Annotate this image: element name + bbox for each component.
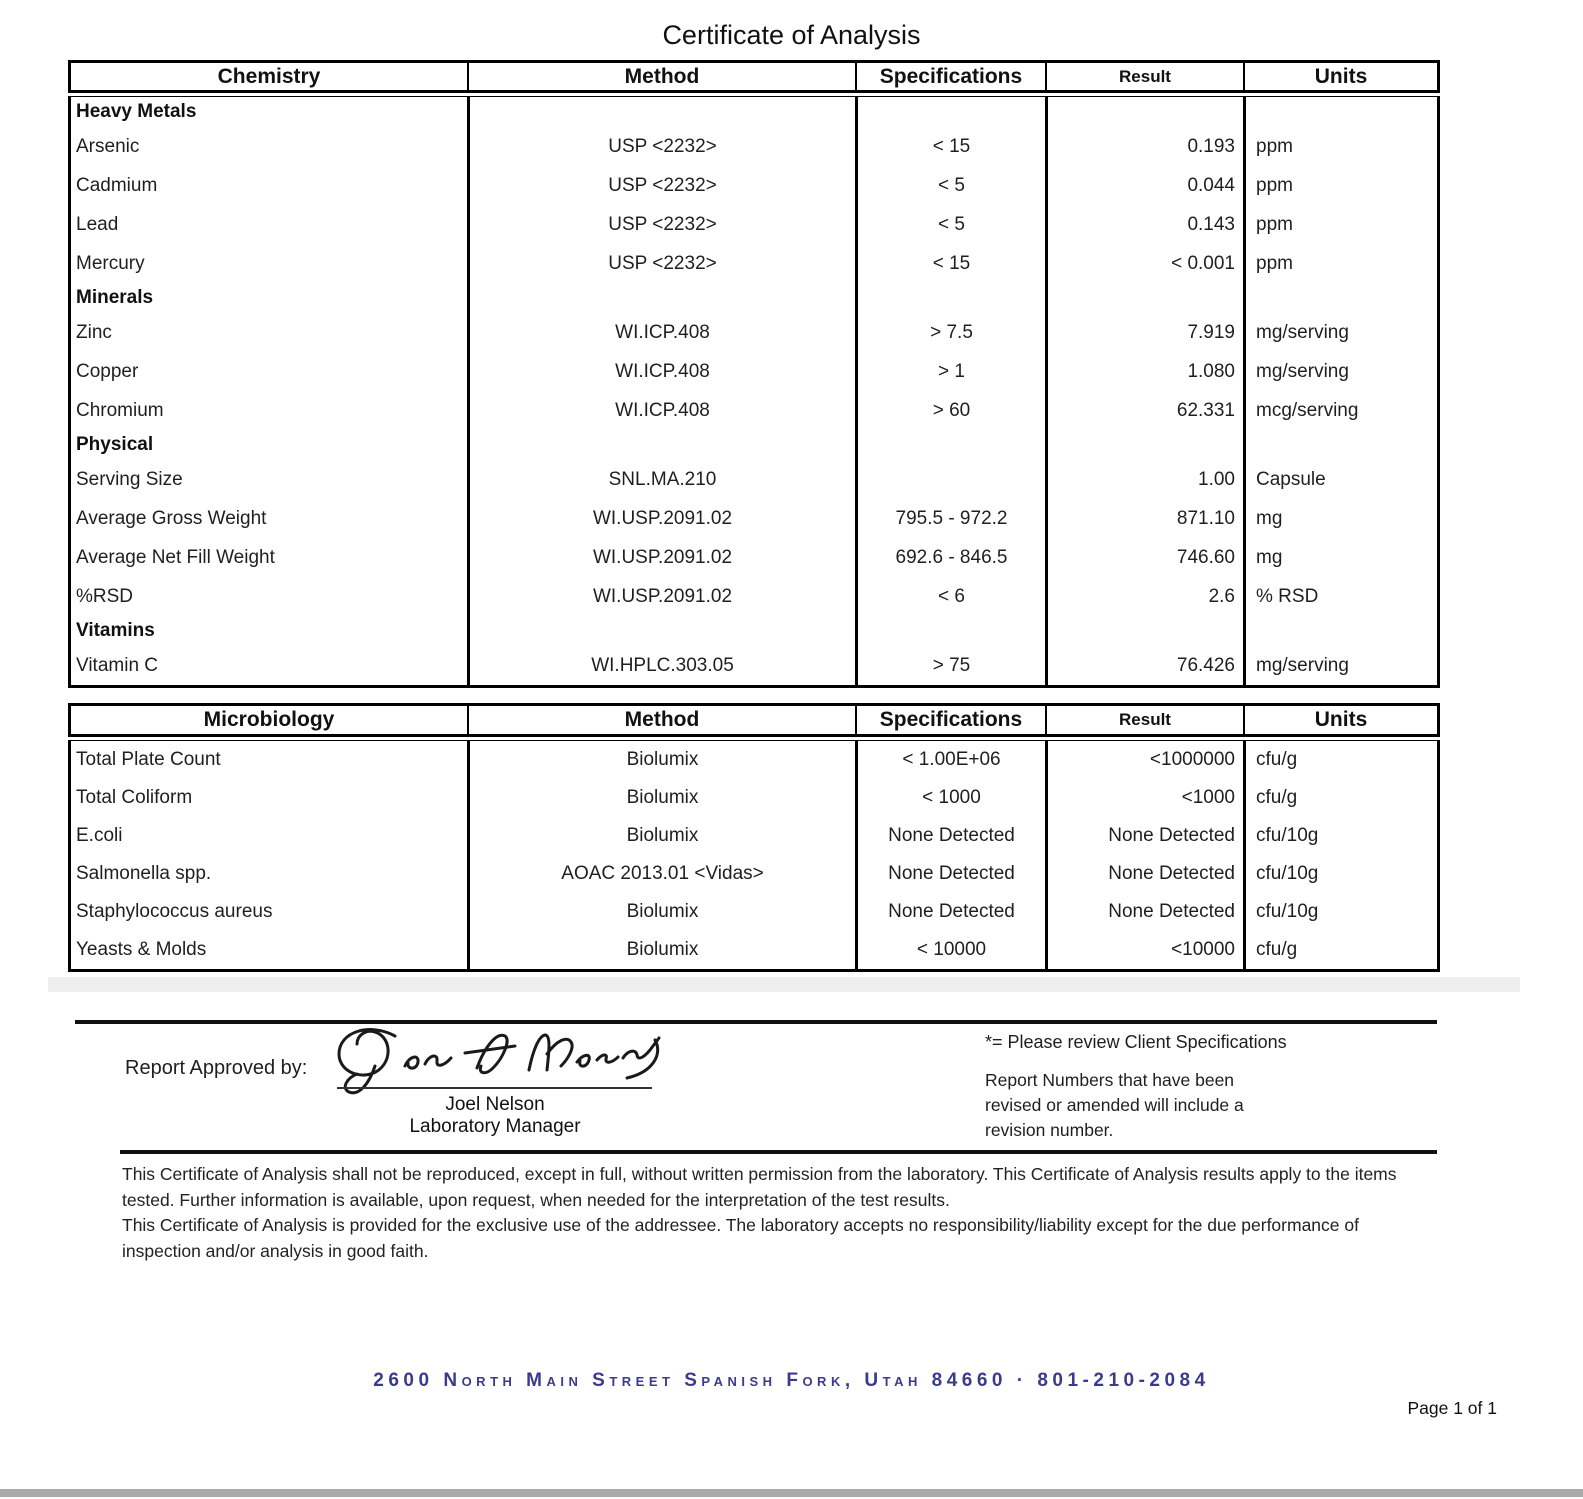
spec-cell: 795.5 - 972.2 bbox=[855, 499, 1045, 538]
section-row bbox=[71, 616, 1437, 646]
result-cell: 0.044 bbox=[1045, 166, 1243, 205]
units-cell: mg/serving bbox=[1243, 313, 1437, 352]
table-row bbox=[71, 205, 1437, 244]
signer-identity bbox=[330, 1094, 660, 1138]
table-row bbox=[71, 313, 1437, 352]
units-cell bbox=[1243, 430, 1437, 460]
units-cell: Capsule bbox=[1243, 460, 1437, 499]
units-cell: mg/serving bbox=[1243, 352, 1437, 391]
signature-line bbox=[337, 1087, 652, 1089]
microbiology-column-header: Microbiology bbox=[203, 708, 335, 731]
analyte-label: Copper bbox=[76, 360, 139, 382]
lab-address: 2600 North Main Street Spanish Fork, Utah 84660 · 801-210-2084 bbox=[373, 1370, 1210, 1391]
spec-cell: < 6 bbox=[855, 577, 1045, 616]
units-cell: ppm bbox=[1243, 166, 1437, 205]
analyte-label: Staphylococcus aureus bbox=[76, 901, 273, 922]
method-column-header: Method bbox=[467, 706, 855, 734]
method-cell: Biolumix bbox=[467, 817, 855, 855]
units-cell: cfu/10g bbox=[1243, 817, 1437, 855]
method-cell: Biolumix bbox=[467, 741, 855, 779]
spec-cell: < 5 bbox=[855, 205, 1045, 244]
table-row bbox=[71, 499, 1437, 538]
specifications-column-header: Specifications bbox=[855, 63, 1045, 90]
method-cell: AOAC 2013.01 <Vidas> bbox=[467, 855, 855, 893]
disclaimer-paragraph-2: This Certificate of Analysis is provided for the exclusive use of the addressee. The laboratory accepts no responsibility/liability except for the due performance of inspection and/or analysis in good faith. bbox=[122, 1215, 1359, 1261]
disclaimer-paragraph-1: This Certificate of Analysis shall not be reproduced, except in full, without written permission from the laboratory. This Certificate of Analysis results apply to the items tested. Further information is available, upon request, when needed for the interpretation of the test results. bbox=[122, 1164, 1397, 1210]
result-cell: <1000000 bbox=[1045, 741, 1243, 779]
result-cell: 1.080 bbox=[1045, 352, 1243, 391]
chemistry-table-body bbox=[68, 96, 1440, 688]
method-column-header: Method bbox=[467, 63, 855, 90]
chemistry-column-header: Chemistry bbox=[217, 64, 321, 88]
units-cell: mg bbox=[1243, 499, 1437, 538]
table-row bbox=[71, 166, 1437, 205]
units-cell bbox=[1243, 616, 1437, 646]
signer-name: Joel Nelson bbox=[445, 1094, 545, 1115]
section-row bbox=[71, 283, 1437, 313]
result-cell: 7.919 bbox=[1045, 313, 1243, 352]
report-approved-by-label: Report Approved by: bbox=[125, 1057, 308, 1079]
result-cell bbox=[1045, 283, 1243, 313]
analyte-label: Vitamin C bbox=[76, 654, 159, 676]
spec-cell: None Detected bbox=[855, 817, 1045, 855]
method-cell: USP <2232> bbox=[467, 166, 855, 205]
section-label: Minerals bbox=[76, 287, 154, 308]
method-cell: WI.ICP.408 bbox=[467, 352, 855, 391]
units-cell: mg/serving bbox=[1243, 646, 1437, 685]
table-row bbox=[71, 855, 1437, 893]
analyte-label: Zinc bbox=[76, 321, 112, 343]
method-cell: SNL.MA.210 bbox=[467, 460, 855, 499]
spec-cell: < 1.00E+06 bbox=[855, 741, 1045, 779]
table-row bbox=[71, 893, 1437, 931]
analyte-label: Average Gross Weight bbox=[76, 507, 267, 529]
result-cell: None Detected bbox=[1045, 893, 1243, 931]
method-cell: WI.USP.2091.02 bbox=[467, 538, 855, 577]
spec-cell: None Detected bbox=[855, 855, 1045, 893]
method-cell: WI.HPLC.303.05 bbox=[467, 646, 855, 685]
spec-cell: > 60 bbox=[855, 391, 1045, 430]
result-cell: 1.00 bbox=[1045, 460, 1243, 499]
method-cell: WI.USP.2091.02 bbox=[467, 577, 855, 616]
section-row bbox=[71, 97, 1437, 127]
analyte-label: %RSD bbox=[76, 585, 134, 607]
method-cell: Biolumix bbox=[467, 931, 855, 969]
units-cell: cfu/g bbox=[1243, 779, 1437, 817]
table-row bbox=[71, 244, 1437, 283]
client-specifications-note: *= Please review Client Specifications bbox=[985, 1032, 1287, 1052]
units-cell bbox=[1243, 283, 1437, 313]
section-row bbox=[71, 430, 1437, 460]
units-cell: cfu/g bbox=[1243, 741, 1437, 779]
spec-cell: 692.6 - 846.5 bbox=[855, 538, 1045, 577]
spec-cell bbox=[855, 460, 1045, 499]
approval-divider-rule bbox=[75, 1020, 1437, 1024]
result-cell bbox=[1045, 616, 1243, 646]
table-row bbox=[71, 352, 1437, 391]
result-column-header: Result bbox=[1045, 706, 1243, 734]
spec-cell bbox=[855, 430, 1045, 460]
method-cell: USP <2232> bbox=[467, 127, 855, 166]
analyte-label: Chromium bbox=[76, 399, 164, 421]
result-cell: 0.193 bbox=[1045, 127, 1243, 166]
microbiology-table-body bbox=[68, 740, 1440, 972]
table-row bbox=[71, 646, 1437, 685]
revision-note: Report Numbers that have been revised or amended will include a revision number. bbox=[985, 1070, 1244, 1140]
analyte-label: Serving Size bbox=[76, 468, 183, 490]
result-cell: 62.331 bbox=[1045, 391, 1243, 430]
method-cell bbox=[467, 283, 855, 313]
section-label: Physical bbox=[76, 434, 154, 455]
method-cell: USP <2232> bbox=[467, 244, 855, 283]
analyte-label: Salmonella spp. bbox=[76, 863, 212, 884]
spec-cell: > 1 bbox=[855, 352, 1045, 391]
result-cell: None Detected bbox=[1045, 817, 1243, 855]
method-cell: WI.ICP.408 bbox=[467, 391, 855, 430]
table-row bbox=[71, 538, 1437, 577]
units-column-header: Units bbox=[1243, 63, 1437, 90]
method-cell: WI.ICP.408 bbox=[467, 313, 855, 352]
method-cell: USP <2232> bbox=[467, 205, 855, 244]
units-cell: mcg/serving bbox=[1243, 391, 1437, 430]
units-cell bbox=[1243, 97, 1437, 127]
method-cell bbox=[467, 97, 855, 127]
analyte-label: Lead bbox=[76, 213, 119, 235]
units-column-header: Units bbox=[1243, 706, 1437, 734]
analyte-label: Mercury bbox=[76, 252, 145, 274]
result-cell: None Detected bbox=[1045, 855, 1243, 893]
spec-cell: < 15 bbox=[855, 127, 1045, 166]
result-cell: 76.426 bbox=[1045, 646, 1243, 685]
table-row bbox=[71, 741, 1437, 779]
analyte-label: Total Plate Count bbox=[76, 749, 221, 770]
result-cell: <1000 bbox=[1045, 779, 1243, 817]
table-row bbox=[71, 817, 1437, 855]
page-title: Certificate of Analysis bbox=[662, 20, 921, 50]
analyte-label: Total Coliform bbox=[76, 787, 193, 808]
table-row bbox=[71, 931, 1437, 969]
analyte-label: Arsenic bbox=[76, 135, 140, 157]
units-cell: mg bbox=[1243, 538, 1437, 577]
method-cell bbox=[467, 430, 855, 460]
analyte-label: E.coli bbox=[76, 825, 123, 846]
table-row bbox=[71, 127, 1437, 166]
section-label: Vitamins bbox=[76, 620, 155, 641]
result-cell: 2.6 bbox=[1045, 577, 1243, 616]
analyte-label: Average Net Fill Weight bbox=[76, 546, 275, 568]
result-cell: 746.60 bbox=[1045, 538, 1243, 577]
spec-cell: < 15 bbox=[855, 244, 1045, 283]
units-cell: cfu/10g bbox=[1243, 855, 1437, 893]
spec-cell: None Detected bbox=[855, 893, 1045, 931]
analyte-label: Cadmium bbox=[76, 174, 158, 196]
units-cell: cfu/g bbox=[1243, 931, 1437, 969]
result-cell: 0.143 bbox=[1045, 205, 1243, 244]
page-number: Page 1 of 1 bbox=[1407, 1398, 1497, 1418]
spec-cell: > 7.5 bbox=[855, 313, 1045, 352]
disclaimer-divider-rule bbox=[120, 1150, 1437, 1154]
spec-cell: < 10000 bbox=[855, 931, 1045, 969]
units-cell: ppm bbox=[1243, 127, 1437, 166]
units-cell: ppm bbox=[1243, 244, 1437, 283]
units-cell: ppm bbox=[1243, 205, 1437, 244]
analyte-label: Yeasts & Molds bbox=[76, 939, 207, 960]
chemistry-table-header bbox=[68, 60, 1440, 93]
table-row bbox=[71, 460, 1437, 499]
signer-title: Laboratory Manager bbox=[409, 1116, 581, 1137]
result-cell: < 0.001 bbox=[1045, 244, 1243, 283]
result-cell: 871.10 bbox=[1045, 499, 1243, 538]
result-cell bbox=[1045, 97, 1243, 127]
scan-edge-bar bbox=[0, 1489, 1583, 1497]
method-cell: WI.USP.2091.02 bbox=[467, 499, 855, 538]
method-cell: Biolumix bbox=[467, 893, 855, 931]
scan-artifact-band bbox=[48, 977, 1520, 992]
result-cell: <10000 bbox=[1045, 931, 1243, 969]
spec-cell bbox=[855, 283, 1045, 313]
spec-cell: < 5 bbox=[855, 166, 1045, 205]
section-label: Heavy Metals bbox=[76, 101, 197, 122]
units-cell: % RSD bbox=[1243, 577, 1437, 616]
table-row bbox=[71, 577, 1437, 616]
result-column-header: Result bbox=[1045, 63, 1243, 90]
result-cell bbox=[1045, 430, 1243, 460]
spec-cell: > 75 bbox=[855, 646, 1045, 685]
spec-cell bbox=[855, 616, 1045, 646]
disclaimer-text bbox=[122, 1162, 1416, 1264]
method-cell bbox=[467, 616, 855, 646]
microbiology-table-header bbox=[68, 703, 1440, 737]
method-cell: Biolumix bbox=[467, 779, 855, 817]
table-row bbox=[71, 779, 1437, 817]
table-row bbox=[71, 391, 1437, 430]
spec-cell bbox=[855, 97, 1045, 127]
units-cell: cfu/10g bbox=[1243, 893, 1437, 931]
specifications-column-header: Specifications bbox=[855, 706, 1045, 734]
spec-cell: < 1000 bbox=[855, 779, 1045, 817]
